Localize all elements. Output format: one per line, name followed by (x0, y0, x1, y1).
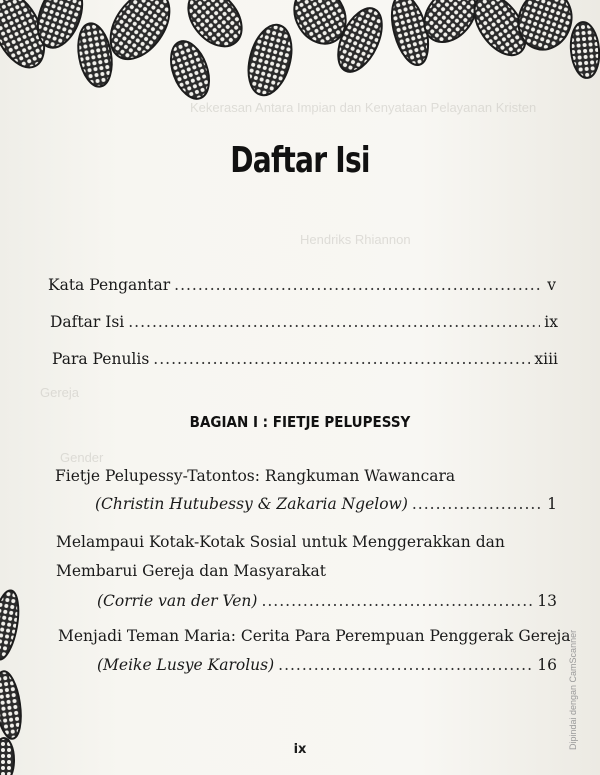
toc-entry (95, 495, 557, 513)
leader-dots (174, 276, 543, 294)
section-heading: BAGIAN I : FIETJE PELUPESSY (189, 413, 411, 431)
page-title: Daftar Isi (230, 140, 370, 181)
toc-entry (48, 276, 556, 294)
toc-entry-page: 1 (547, 495, 557, 513)
leader-dots (153, 350, 530, 368)
toc-entry (97, 656, 557, 674)
chapter-title: Fietje Pelupessy-Tatontos: Rangkuman Wawancara (55, 467, 456, 485)
toc-entry (97, 592, 557, 610)
chapter-title: Melampaui Kotak-Kotak Sosial untuk Menggerakkan dan (56, 533, 505, 551)
page-number: ix (293, 742, 307, 757)
bleed-through: Kekerasan Antara Impian dan Kenyataan Pelayanan Kristen (190, 100, 537, 115)
chapter-author: (Christin Hutubessy & Zakaria Ngelow) (95, 495, 408, 513)
leader-dots (261, 592, 533, 610)
chapter-author: (Meike Lusye Karolus) (97, 656, 275, 674)
toc-entry-page: 13 (537, 592, 557, 610)
bleed-through: Gender (60, 450, 104, 465)
toc-entry (50, 313, 558, 331)
toc-entry-page: xiii (534, 350, 558, 368)
chapter-title: Membarui Gereja dan Masyarakat (56, 562, 326, 580)
chapter-title: Menjadi Teman Maria: Cerita Para Perempuan Penggerak Gereja (58, 627, 571, 645)
toc-entry-label: Para Penulis (52, 350, 150, 368)
toc-entry (52, 350, 558, 368)
scanner-watermark: Dipindai dengan CamScanner (568, 629, 578, 750)
toc-entry-label: Daftar Isi (50, 313, 125, 331)
bleed-through: Gereja (40, 385, 80, 400)
leaf-border-decoration (0, 0, 600, 110)
toc-entry-label: Kata Pengantar (48, 276, 171, 294)
toc-entry-page: 16 (537, 656, 557, 674)
bleed-through: Hendriks Rhiannon (300, 232, 411, 247)
toc-entry-page: ix (544, 313, 558, 331)
leader-dots (412, 495, 543, 513)
leader-dots (128, 313, 540, 331)
leader-dots (278, 656, 533, 674)
toc-entry-page: v (547, 276, 556, 294)
chapter-author: (Corrie van der Ven) (97, 592, 258, 610)
